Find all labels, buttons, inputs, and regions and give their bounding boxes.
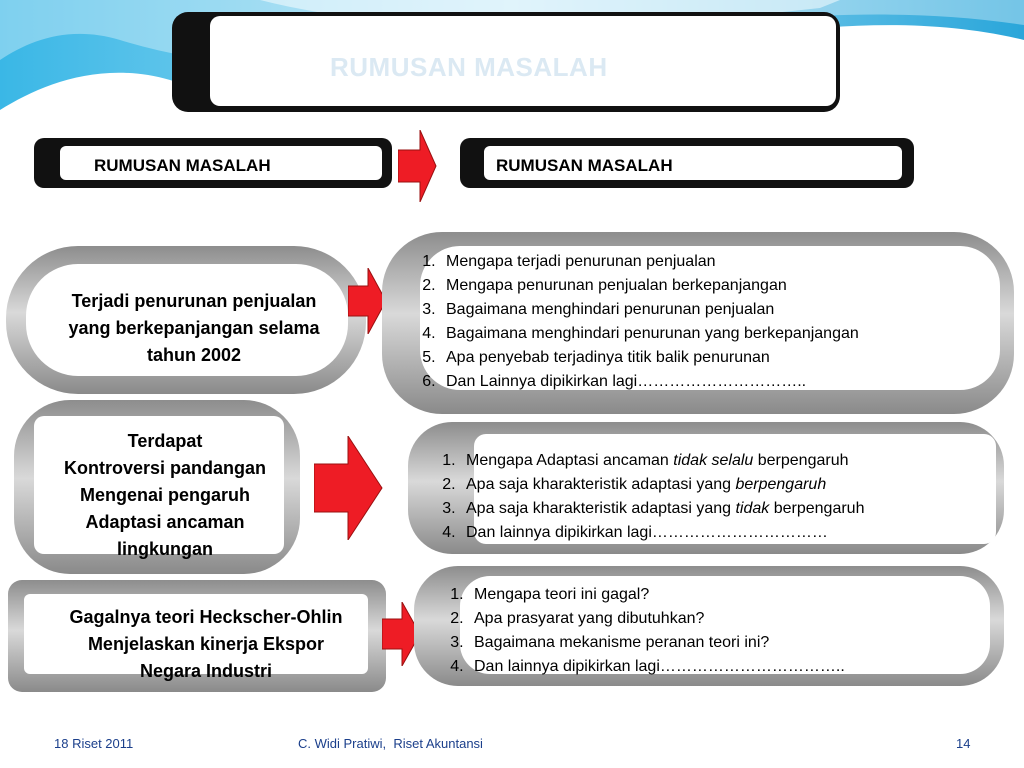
question-text: Apa penyebab terjadinya titik balik penurunan [446, 349, 770, 366]
question-text: berpengaruh [753, 452, 849, 469]
condition-line: yang berkepanjangan selama [68, 318, 320, 338]
question-item [440, 250, 1024, 274]
question-text: Apa saja kharakteristik adaptasi yang [466, 500, 736, 517]
question-item [460, 521, 1024, 545]
condition-text-2 [22, 428, 308, 563]
condition-text-3 [20, 604, 392, 685]
question-item [468, 583, 1024, 607]
condition-line: Adaptasi ancaman [85, 512, 245, 532]
condition-line: Terjadi penurunan penjualan [71, 291, 317, 311]
question-item [460, 497, 1024, 521]
condition-line: Mengenai pengaruh [79, 485, 250, 505]
condition-text-1 [24, 288, 364, 369]
question-list-1 [404, 250, 1024, 394]
question-text: Dan lainnya dipikirkan lagi…………………………….. [474, 658, 845, 675]
question-text: Apa saja kharakteristik adaptasi yang [466, 476, 736, 493]
arrow-right-icon [314, 436, 384, 540]
question-text: Bagaimana menghindari penurunan yang berkepanjangan [446, 325, 859, 342]
header-arrow-icon [398, 130, 438, 202]
question-text: berpengaruh [769, 500, 865, 517]
question-list-2 [424, 449, 1024, 545]
question-item [468, 631, 1024, 655]
condition-line: Kontroversi pandangan [63, 458, 267, 478]
question-text: Mengapa teori ini gagal? [474, 586, 650, 603]
left-header-label: RUMUSAN MASALAH [94, 156, 271, 175]
condition-line: tahun 2002 [146, 345, 242, 365]
question-text: Mengapa Adaptasi ancaman [466, 452, 674, 469]
question-text: Mengapa penurunan penjualan berkepanjangan [446, 277, 787, 294]
condition-line: lingkungan [117, 539, 213, 559]
question-text: Bagaimana menghindari penurunan penjualan [446, 301, 775, 318]
condition-line: Gagalnya teori Heckscher-Ohlin [69, 607, 343, 627]
question-item [460, 449, 1024, 473]
question-item [440, 298, 1024, 322]
question-list-3 [432, 583, 1024, 679]
question-item [460, 473, 1024, 497]
question-emphasis: berpengaruh [735, 476, 827, 493]
question-emphasis: tidak selalu [673, 452, 754, 469]
question-text: Bagaimana mekanisme peranan teori ini? [474, 634, 770, 651]
condition-line: Negara Industri [139, 661, 273, 681]
right-header-label: RUMUSAN MASALAH [496, 156, 673, 175]
condition-line: Menjelaskan kinerja Ekspor [87, 634, 325, 654]
question-item [440, 370, 1024, 394]
question-emphasis: tidak [735, 500, 770, 517]
footer-author: C. Widi Pratiwi, Riset Akuntansi [298, 736, 483, 751]
page-title: RUMUSAN MASALAH [330, 52, 608, 82]
footer-date: 18 Riset 2011 [54, 736, 134, 751]
question-item [440, 346, 1024, 370]
condition-line: Terdapat [127, 431, 203, 451]
footer-page-number: 14 [956, 736, 971, 751]
question-item [468, 607, 1024, 631]
question-text: Mengapa terjadi penurunan penjualan [446, 253, 716, 270]
question-text: Dan Lainnya dipikirkan lagi………………………….. [446, 373, 807, 390]
question-text: Dan lainnya dipikirkan lagi…………………………… [466, 524, 828, 541]
question-item [468, 655, 1024, 679]
question-item [440, 274, 1024, 298]
question-item [440, 322, 1024, 346]
question-text: Apa prasyarat yang dibutuhkan? [474, 610, 705, 627]
